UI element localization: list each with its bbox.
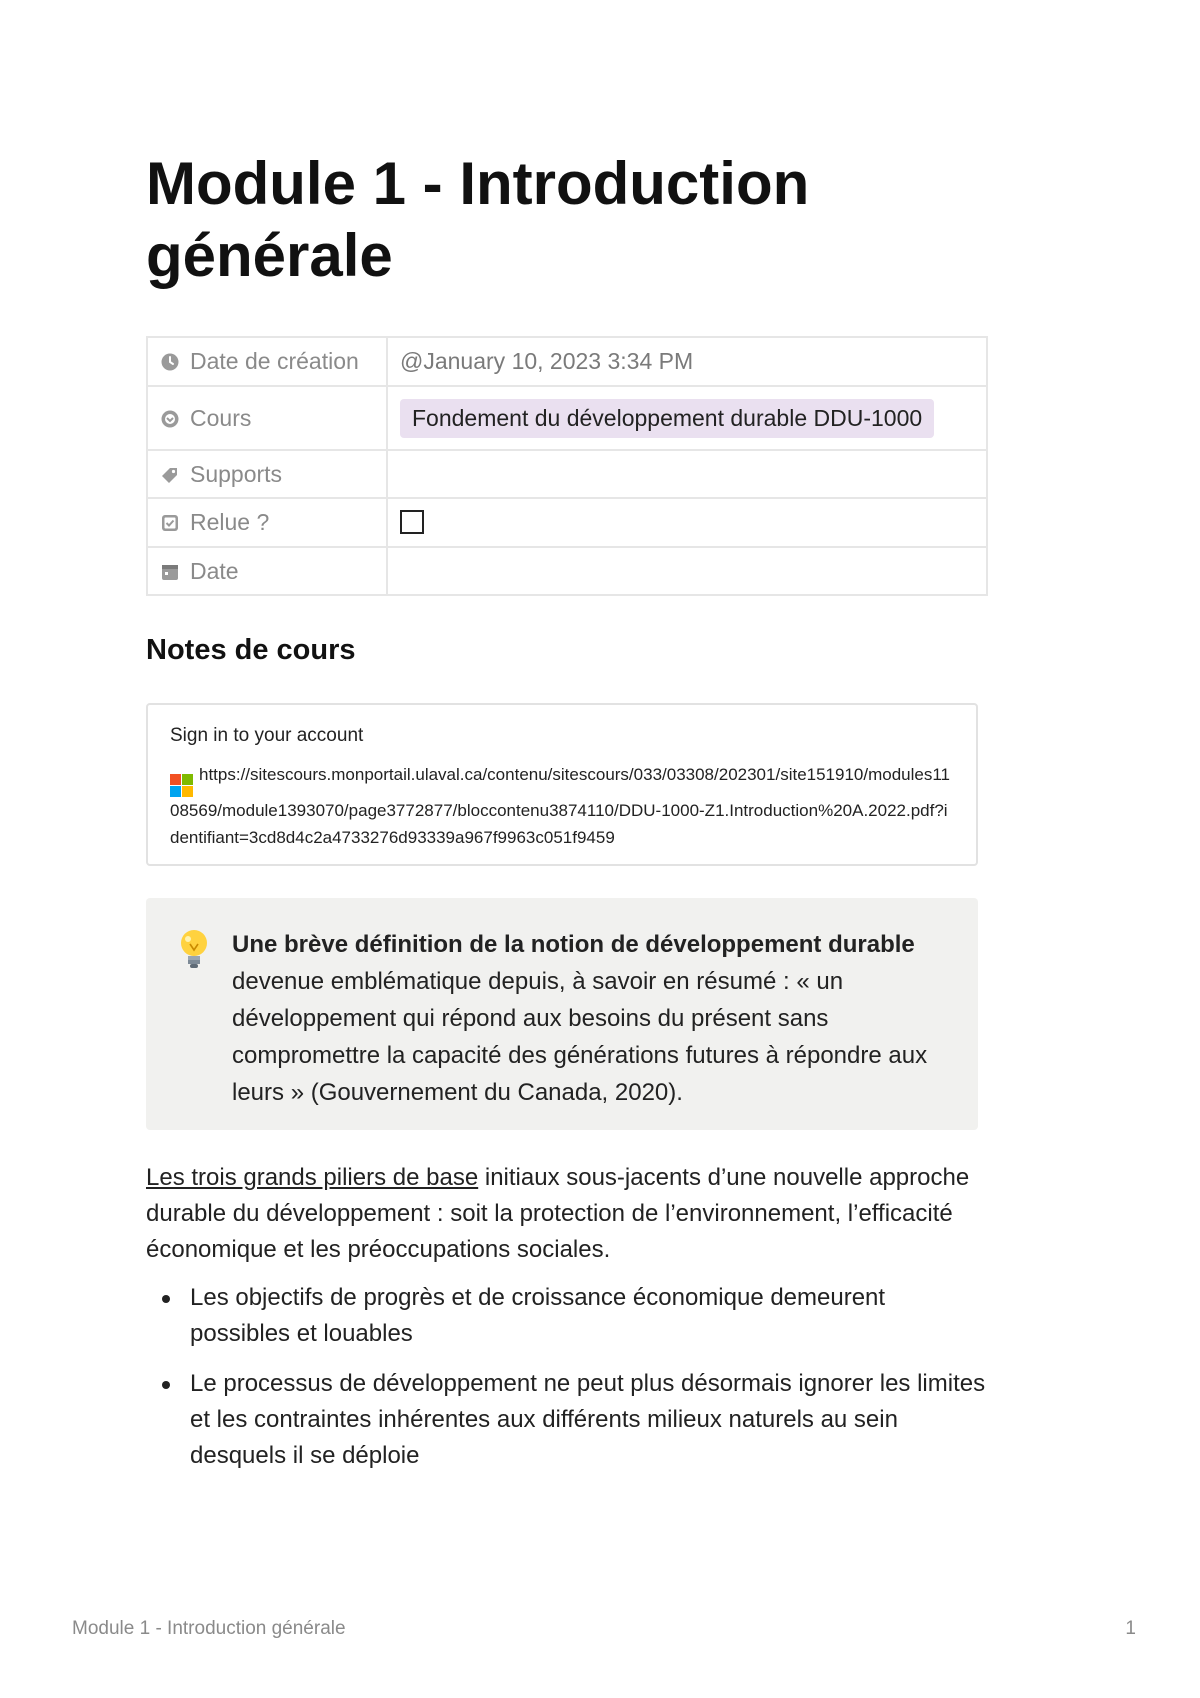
property-value[interactable] <box>387 498 987 547</box>
checkbox-icon <box>160 513 180 533</box>
created-date: @January 10, 2023 3:34 PM <box>400 348 694 374</box>
bookmark-card[interactable] <box>146 703 978 866</box>
property-key: Relue ? <box>147 498 387 547</box>
underlined-text: Les trois grands piliers de base <box>146 1164 479 1191</box>
properties-table <box>146 336 988 596</box>
property-value[interactable] <box>387 386 987 450</box>
property-value[interactable] <box>387 547 987 595</box>
reviewed-checkbox[interactable] <box>400 510 424 534</box>
property-key: Cours <box>147 386 387 450</box>
property-row-date <box>147 547 987 595</box>
microsoft-logo-icon <box>170 774 193 797</box>
calendar-icon <box>160 562 180 582</box>
property-row-reviewed <box>147 498 987 547</box>
property-value[interactable] <box>387 337 987 386</box>
list-item: Les objectifs de progrès et de croissance économique demeurent possibles et louables <box>146 1280 986 1352</box>
callout-box <box>146 898 978 1130</box>
bullet-list <box>146 1280 986 1488</box>
clock-icon <box>160 352 180 372</box>
body-paragraph: Les trois grands piliers de base initiaux sous-jacents d’une nouvelle approche durable du développement : soit la protection de l’environnement, l’efficacité économique et les préoccupations sociales. <box>146 1164 970 1263</box>
property-row-course <box>147 386 987 450</box>
page-number: 1 <box>1125 1618 1136 1639</box>
course-tag[interactable]: Fondement du développement durable DDU-1000 <box>400 399 934 438</box>
callout-text: Une brève définition de la notion de développement durable devenue emblématique depuis, à savoir en résumé : « un développement qui répond aux besoins du présent sans compromettre la capacité des générations futures à répondre aux leurs » (Gouvernement du Canada, 2020). <box>232 931 928 1106</box>
lightbulb-icon <box>176 928 212 972</box>
page-title: Module 1 - Introduction générale <box>146 150 810 289</box>
tag-icon <box>160 465 180 485</box>
property-key: Supports <box>147 450 387 498</box>
list-item: Le processus de développement ne peut plus désormais ignorer les limites et les contraintes inhérentes aux différents milieux naturels au sein desquels il se déploie <box>146 1366 986 1474</box>
section-heading: Notes de cours <box>146 634 356 666</box>
property-value[interactable] <box>387 450 987 498</box>
property-row-created <box>147 337 987 386</box>
property-key: Date <box>147 547 387 595</box>
footer-title: Module 1 - Introduction générale <box>72 1618 346 1639</box>
select-icon <box>160 409 180 429</box>
property-key: Date de création <box>147 337 387 386</box>
property-row-supports <box>147 450 987 498</box>
bookmark-title: Sign in to your account <box>170 725 364 746</box>
bookmark-url[interactable]: https://sitescours.monportail.ulaval.ca/contenu/sitescours/033/03308/202301/site151910/modules1108569/module1393070/page3772877/bloccontenu3874110/DDU-1000-Z1.Introduction%20A.2022.pdf?identifiant=3cd8d4c2a4733276d93339a967f9963c051f9459 <box>170 765 950 847</box>
